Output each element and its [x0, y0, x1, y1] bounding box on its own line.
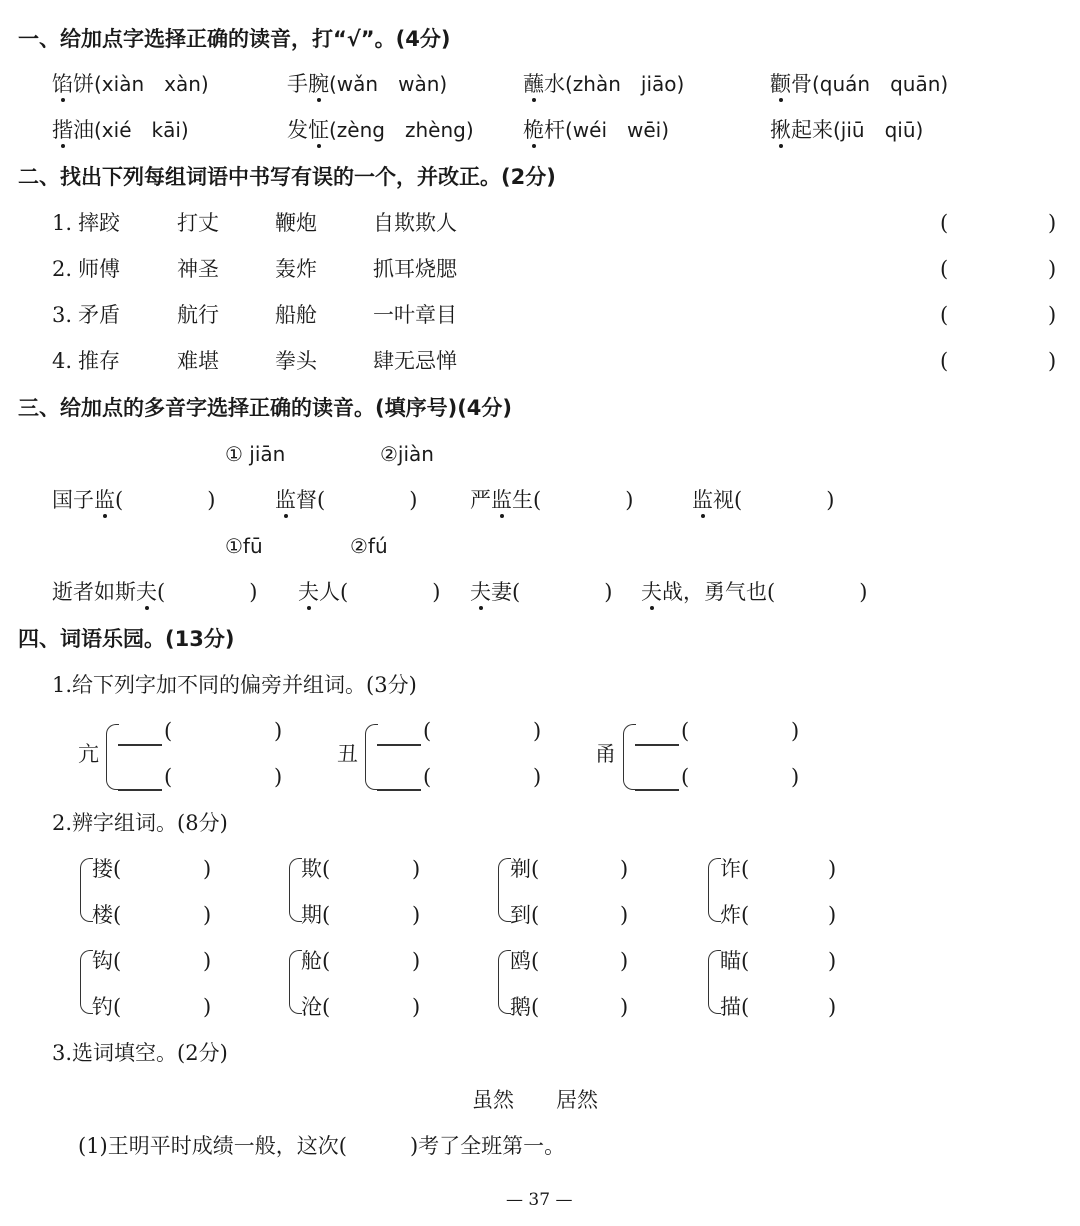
pair-char: 诈(	[720, 857, 750, 881]
base-char: 甬	[595, 742, 616, 766]
question-1: 1.给下列字加不同的偏旁并组词。(3分)	[52, 673, 417, 697]
polyphone-item: 国子监( )	[52, 488, 216, 512]
paren-right: )	[620, 995, 629, 1019]
page-number: — 37 —	[506, 1190, 573, 1210]
pair-char: 舱(	[301, 949, 331, 973]
paren-left: (	[164, 765, 173, 789]
row-number: 2.	[52, 257, 73, 281]
word: 一叶章目	[373, 303, 457, 327]
pair-char: 炸(	[720, 903, 750, 927]
reading-option: ②jiàn	[380, 442, 434, 466]
paren-right: )	[620, 903, 629, 927]
word: 摔跤	[78, 211, 120, 235]
s1-item: 揩油(xié kāi)	[52, 118, 189, 142]
word: 船舱	[275, 303, 317, 327]
pair-char: 钓(	[92, 995, 122, 1019]
question-2: 2.辨字组词。(8分)	[52, 811, 228, 835]
s1-item: 揪起来(jiū qiū)	[770, 118, 924, 142]
paren-right: )	[412, 903, 421, 927]
pair-char: 鹅(	[510, 995, 540, 1019]
pair-char: 鸥(	[510, 949, 540, 973]
pair-char: 沧(	[301, 995, 331, 1019]
pair-char: 搂(	[92, 857, 122, 881]
word: 难堪	[177, 349, 219, 373]
paren-right: )	[203, 903, 212, 927]
word: 矛盾	[78, 303, 120, 327]
word: 轰炸	[275, 257, 317, 281]
paren-right: )	[791, 765, 800, 789]
word: 拳头	[275, 349, 317, 373]
paren-right: )	[791, 719, 800, 743]
section-3-title: 三、给加点的多音字选择正确的读音。(填序号)(4分)	[18, 396, 513, 420]
pair-char: 剃(	[510, 857, 540, 881]
answer-paren-right: )	[1048, 211, 1057, 235]
paren-right: )	[533, 719, 542, 743]
word: 神圣	[177, 257, 219, 281]
reading-option: ① jiān	[225, 442, 286, 466]
answer-paren-right: )	[1048, 349, 1057, 373]
row-number: 4.	[52, 349, 73, 373]
word: 打丈	[177, 211, 219, 235]
s1-item: 蘸水(zhàn jiāo)	[523, 72, 685, 96]
polyphone-item: 夫人( )	[298, 580, 441, 604]
word: 师傅	[78, 257, 120, 281]
pair-char: 钩(	[92, 949, 122, 973]
paren-right: )	[828, 857, 837, 881]
polyphone-item: 夫战，勇气也( )	[641, 580, 868, 604]
section-2-title: 二、找出下列每组词语中书写有误的一个，并改正。(2分)	[18, 165, 556, 189]
answer-paren-left: (	[940, 257, 949, 281]
word: 推存	[78, 349, 120, 373]
brace	[365, 724, 378, 790]
row-number: 3.	[52, 303, 73, 327]
pair-char: 到(	[510, 903, 540, 927]
word: 鞭炮	[275, 211, 317, 235]
pair-char: 期(	[301, 903, 331, 927]
paren-right: )	[533, 765, 542, 789]
polyphone-item: 严监生( )	[470, 488, 634, 512]
paren-right: )	[412, 949, 421, 973]
s1-item: 发怔(zèng zhèng)	[287, 118, 474, 142]
row-number: 1.	[52, 211, 73, 235]
word: 肆无忌惮	[373, 349, 457, 373]
blank-line	[377, 789, 421, 791]
paren-right: )	[203, 857, 212, 881]
base-char: 丑	[337, 742, 358, 766]
pair-char: 描(	[720, 995, 750, 1019]
paren-right: )	[274, 719, 283, 743]
paren-right: )	[203, 995, 212, 1019]
word: 抓耳烧腮	[373, 257, 457, 281]
s1-item: 馅饼(xiàn xàn)	[52, 72, 209, 96]
s1-item: 颧骨(quán quān)	[770, 72, 949, 96]
answer-paren-left: (	[940, 349, 949, 373]
base-char: 亢	[78, 742, 99, 766]
question-3: 3.选词填空。(2分)	[52, 1041, 228, 1065]
answer-paren-left: (	[940, 303, 949, 327]
paren-left: (	[423, 719, 432, 743]
paren-right: )	[203, 949, 212, 973]
paren-right: )	[274, 765, 283, 789]
pair-char: 欺(	[301, 857, 331, 881]
answer-paren-left: (	[940, 211, 949, 235]
pair-char: 瞄(	[720, 949, 750, 973]
polyphone-item: 夫妻( )	[470, 580, 613, 604]
brace	[623, 724, 636, 790]
polyphone-item: 监督( )	[275, 488, 418, 512]
blank-line	[635, 789, 679, 791]
answer-paren-right: )	[1048, 257, 1057, 281]
reading-option: ①fū	[225, 534, 263, 558]
section-1-title: 一、给加点字选择正确的读音，打“√”。(4分)	[18, 27, 451, 51]
blank-line	[118, 744, 162, 746]
blank-line	[635, 744, 679, 746]
paren-right: )	[828, 995, 837, 1019]
s1-item: 手腕(wǎn wàn)	[287, 72, 448, 96]
paren-left: (	[164, 719, 173, 743]
word-choices: 虽然 居然	[472, 1088, 598, 1112]
section-4-title: 四、词语乐园。(13分)	[18, 627, 235, 651]
fill-sentence: (1)王明平时成绩一般，这次( )考了全班第一。	[78, 1134, 566, 1158]
paren-left: (	[423, 765, 432, 789]
word: 航行	[177, 303, 219, 327]
answer-paren-right: )	[1048, 303, 1057, 327]
paren-right: )	[828, 903, 837, 927]
blank-line	[118, 789, 162, 791]
paren-left: (	[681, 765, 690, 789]
blank-line	[377, 744, 421, 746]
paren-right: )	[412, 857, 421, 881]
paren-right: )	[828, 949, 837, 973]
reading-option: ②fú	[350, 534, 388, 558]
polyphone-item: 监视( )	[692, 488, 835, 512]
paren-right: )	[620, 949, 629, 973]
paren-left: (	[681, 719, 690, 743]
polyphone-item: 逝者如斯夫( )	[52, 580, 258, 604]
s1-item: 桅杆(wéi wēi)	[523, 118, 670, 142]
paren-right: )	[620, 857, 629, 881]
pair-char: 楼(	[92, 903, 122, 927]
word: 自欺欺人	[373, 211, 457, 235]
brace	[106, 724, 119, 790]
paren-right: )	[412, 995, 421, 1019]
